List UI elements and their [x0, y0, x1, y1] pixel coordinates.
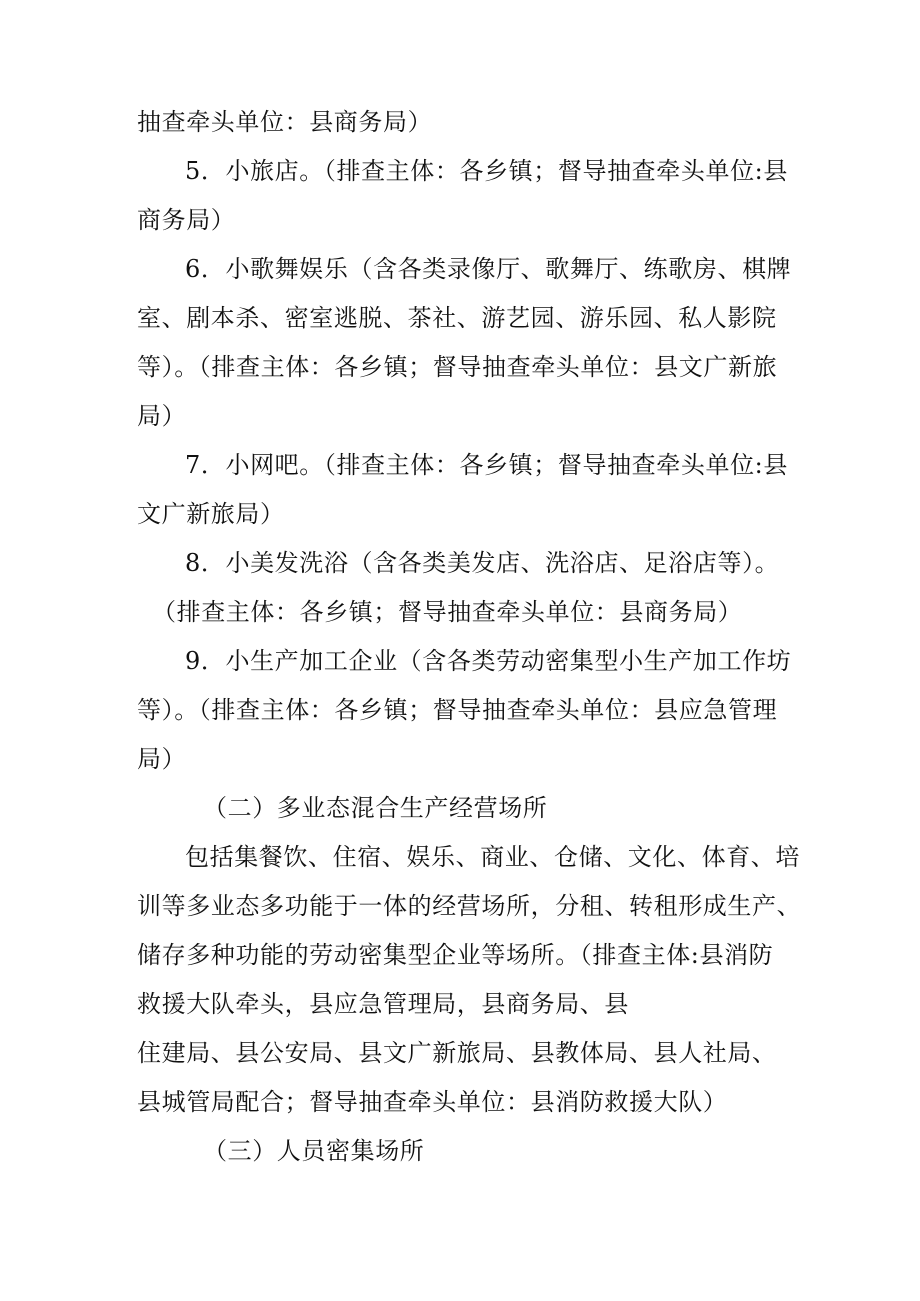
section-heading-3: （三）人员密集场所	[203, 1137, 425, 1165]
section-2-line-1: 包括集餐饮、住宿、娱乐、商业、仓储、文化、体育、培	[185, 843, 800, 871]
item-7-line-1: 7．小网吧。（排查主体：各乡镇；督导抽查牵头单位:县	[185, 451, 788, 479]
section-2-line-4: 救援大队牵头，县应急管理局，县商务局、县	[137, 990, 629, 1018]
item-6-line-4: 局）	[137, 402, 187, 430]
text-line-1: 抽查牵头单位：县商务局）	[137, 108, 433, 136]
item-8-line-2: （排查主体：各乡镇；督导抽查牵头单位：县商务局）	[152, 598, 743, 626]
item-5-line-1: 5．小旅店。（排查主体：各乡镇；督导抽查牵头单位:县	[185, 157, 788, 185]
section-2-line-6: 县城管局配合；督导抽查牵头单位：县消防救援大队）	[137, 1088, 728, 1116]
item-9-line-3: 局）	[137, 745, 187, 773]
item-7-line-2: 文广新旅局）	[137, 500, 285, 528]
section-heading-2: （二）多业态混合生产经营场所	[203, 794, 548, 822]
item-9-line-1: 9．小生产加工企业（含各类劳动密集型小生产加工作坊	[185, 647, 792, 675]
item-6-line-2: 室、剧本杀、密室逃脱、茶社、游艺园、游乐园、私人影院	[137, 304, 777, 332]
item-6-line-3: 等）。（排查主体：各乡镇；督导抽查牵头单位：县文广新旅	[137, 353, 778, 381]
section-2-line-3: 储存多种功能的劳动密集型企业等场所。（排查主体:县消防	[137, 941, 774, 969]
item-5-line-2: 商务局）	[137, 206, 236, 234]
item-9-line-2: 等）。（排查主体：各乡镇；督导抽查牵头单位：县应急管理	[137, 696, 778, 724]
section-2-line-5: 住建局、县公安局、县文广新旅局、县教体局、县人社局、	[137, 1039, 777, 1067]
section-2-line-2: 训等多业态多功能于一体的经营场所，分租、转租形成生产、	[137, 892, 802, 920]
item-8-line-1: 8．小美发洗浴（含各类美发店、洗浴店、足浴店等）。	[185, 549, 780, 577]
item-6-line-1: 6．小歌舞娱乐（含各类录像厅、歌舞厅、练歌房、棋牌	[185, 255, 792, 283]
